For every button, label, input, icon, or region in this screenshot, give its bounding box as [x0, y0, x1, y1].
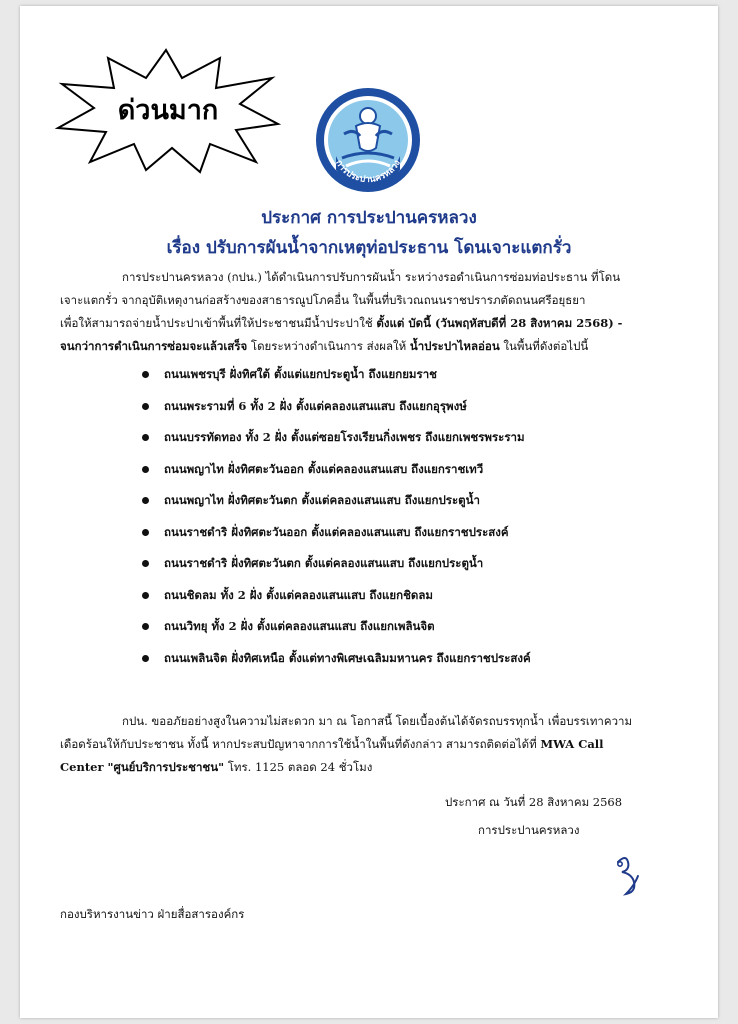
bullet-icon [142, 497, 149, 504]
bullet-icon [142, 623, 149, 630]
signoff-date: ประกาศ ณ วันที่ 28 สิงหาคม 2568 [445, 795, 623, 809]
list-item [142, 618, 662, 650]
area-text: ถนนบรรทัดทอง ทั้ง 2 ฝั่ง ตั้งแต่ซอยโรงเรียนกิ่งเพชร ถึงแยกเพชรพระราม [164, 430, 525, 444]
seal-text: การประปานครหลวง [333, 158, 403, 186]
closing-line-2 [60, 733, 680, 756]
intro-line-3-text: เพื่อให้สามารถจ่ายน้ำประปาเข้าพื้นที่ให้ประชาชนมีน้ำประปาใช้ [60, 316, 373, 330]
intro-line-2: เจาะแตกรั่ว จากอุบัติเหตุงานก่อสร้างของสาธารณูปโภคอื่น ในพื้นที่บริเวณถนนราชปรารภตัดถนนศรีอยุธยา [60, 293, 586, 307]
urgent-label: ด่วนมาก [117, 95, 219, 126]
bullet-icon [142, 592, 149, 599]
area-text: ถนนวิทยุ ทั้ง 2 ฝั่ง ตั้งแต่คลองแสนแสบ ถึงแยกเพลินจิต [164, 619, 435, 633]
list-item [142, 555, 662, 587]
mwa-seal-logo [314, 86, 422, 194]
list-item [142, 366, 662, 398]
area-text: ถนนราชดำริ ฝั่งทิศตะวันตก ตั้งแต่คลองแสนแสบ ถึงแยกประตูน้ำ [164, 556, 484, 570]
signoff-organization: การประปานครหลวง [478, 823, 580, 837]
list-item [142, 398, 662, 430]
area-text: ถนนเพชรบุรี ฝั่งทิศใต้ ตั้งแต่แยกประตูน้ำ ถึงแยกยมราช [164, 367, 437, 381]
area-text: ถนนพญาไท ฝั่งทิศตะวันตก ตั้งแต่คลองแสนแสบ ถึงแยกประตูน้ำ [164, 493, 480, 507]
area-text: ถนนชิดลม ทั้ง 2 ฝั่ง ตั้งแต่คลองแสนแสบ ถึงแยกชิดลม [164, 587, 433, 602]
intro-line-4-text: โดยระหว่างดำเนินการ ส่งผลให้ [250, 339, 407, 353]
list-item [142, 461, 662, 493]
intro-line-4 [60, 335, 680, 358]
area-text: ถนนพระรามที่ 6 ทั้ง 2 ฝั่ง ตั้งแต่คลองแสนแสบ ถึงแยกอุรุพงษ์ [164, 398, 467, 413]
closing-line-1: กปน. ขออภัยอย่างสูงในความไม่สะดวก มา ณ โอกาสนี้ โดยเบื้องต้นได้จัดรถบรรทุกน้ำ เพื่อบรรเทาความ [122, 714, 633, 728]
list-item [142, 492, 662, 524]
department-footer: กองบริหารงานข่าว ฝ่ายสื่อสารองค์กร [60, 907, 245, 921]
list-item [142, 650, 662, 682]
call-center-label: Center "ศูนย์บริการประชาชน" [60, 760, 225, 774]
bullet-icon [142, 529, 149, 536]
list-item [142, 429, 662, 461]
affected-areas-list [142, 366, 662, 681]
intro-paragraph [60, 266, 680, 358]
area-text: ถนนพญาไท ฝั่งทิศตะวันออก ตั้งแต่คลองแสนแสบ ถึงแยกราชเทวี [164, 461, 484, 476]
closing-paragraph [60, 710, 680, 779]
intro-line-1: การประปานครหลวง (กปน.) ได้ดำเนินการปรับการผันน้ำ ระหว่างรอดำเนินการซ่อมท่อประธาน ที่โดน [122, 270, 621, 284]
intro-until-repair: จนกว่าการดำเนินการซ่อมจะแล้วเสร็จ [60, 339, 248, 353]
bullet-icon [142, 371, 149, 378]
closing-line-3 [60, 756, 680, 779]
bullet-icon [142, 466, 149, 473]
announcement-title: ประกาศ การประปานครหลวง [261, 208, 477, 228]
closing-line-2-text: เดือดร้อนให้กับประชาชน ทั้งนี้ หากประสบปัญหาจากการใช้น้ำในพื้นที่ดังกล่าว สามารถติดต่อได้ที่ [60, 737, 537, 751]
list-item [142, 524, 662, 556]
area-text: ถนนราชดำริ ฝั่งทิศตะวันออก ตั้งแต่คลองแสนแสบ ถึงแยกราชประสงค์ [164, 524, 509, 539]
list-item [142, 587, 662, 619]
bullet-icon [142, 403, 149, 410]
intro-line-3 [60, 312, 680, 335]
bullet-icon [142, 655, 149, 662]
intro-weak-flow: น้ำประปาไหลอ่อน [409, 339, 500, 353]
bullet-icon [142, 434, 149, 441]
signature-mark [612, 852, 642, 896]
call-center-name: MWA Call [540, 737, 604, 751]
area-text: ถนนเพลินจิต ฝั่งทิศเหนือ ตั้งแต่ทางพิเศษเฉลิมมหานคร ถึงแยกราชประสงค์ [164, 650, 531, 665]
intro-line-4-end: ในพื้นที่ดังต่อไปนี้ [503, 339, 589, 353]
intro-date-range: ตั้งแต่ บัดนี้ (วันพฤหัสบดีที่ 28 สิงหาคม 2568) - [376, 316, 623, 330]
hotline-text: โทร. 1125 ตลอด 24 ชั่วโมง [227, 760, 373, 774]
bullet-icon [142, 560, 149, 567]
announcement-subject: เรื่อง ปรับการผันน้ำจากเหตุท่อประธาน โดนเจาะแตกรั่ว [166, 238, 572, 258]
